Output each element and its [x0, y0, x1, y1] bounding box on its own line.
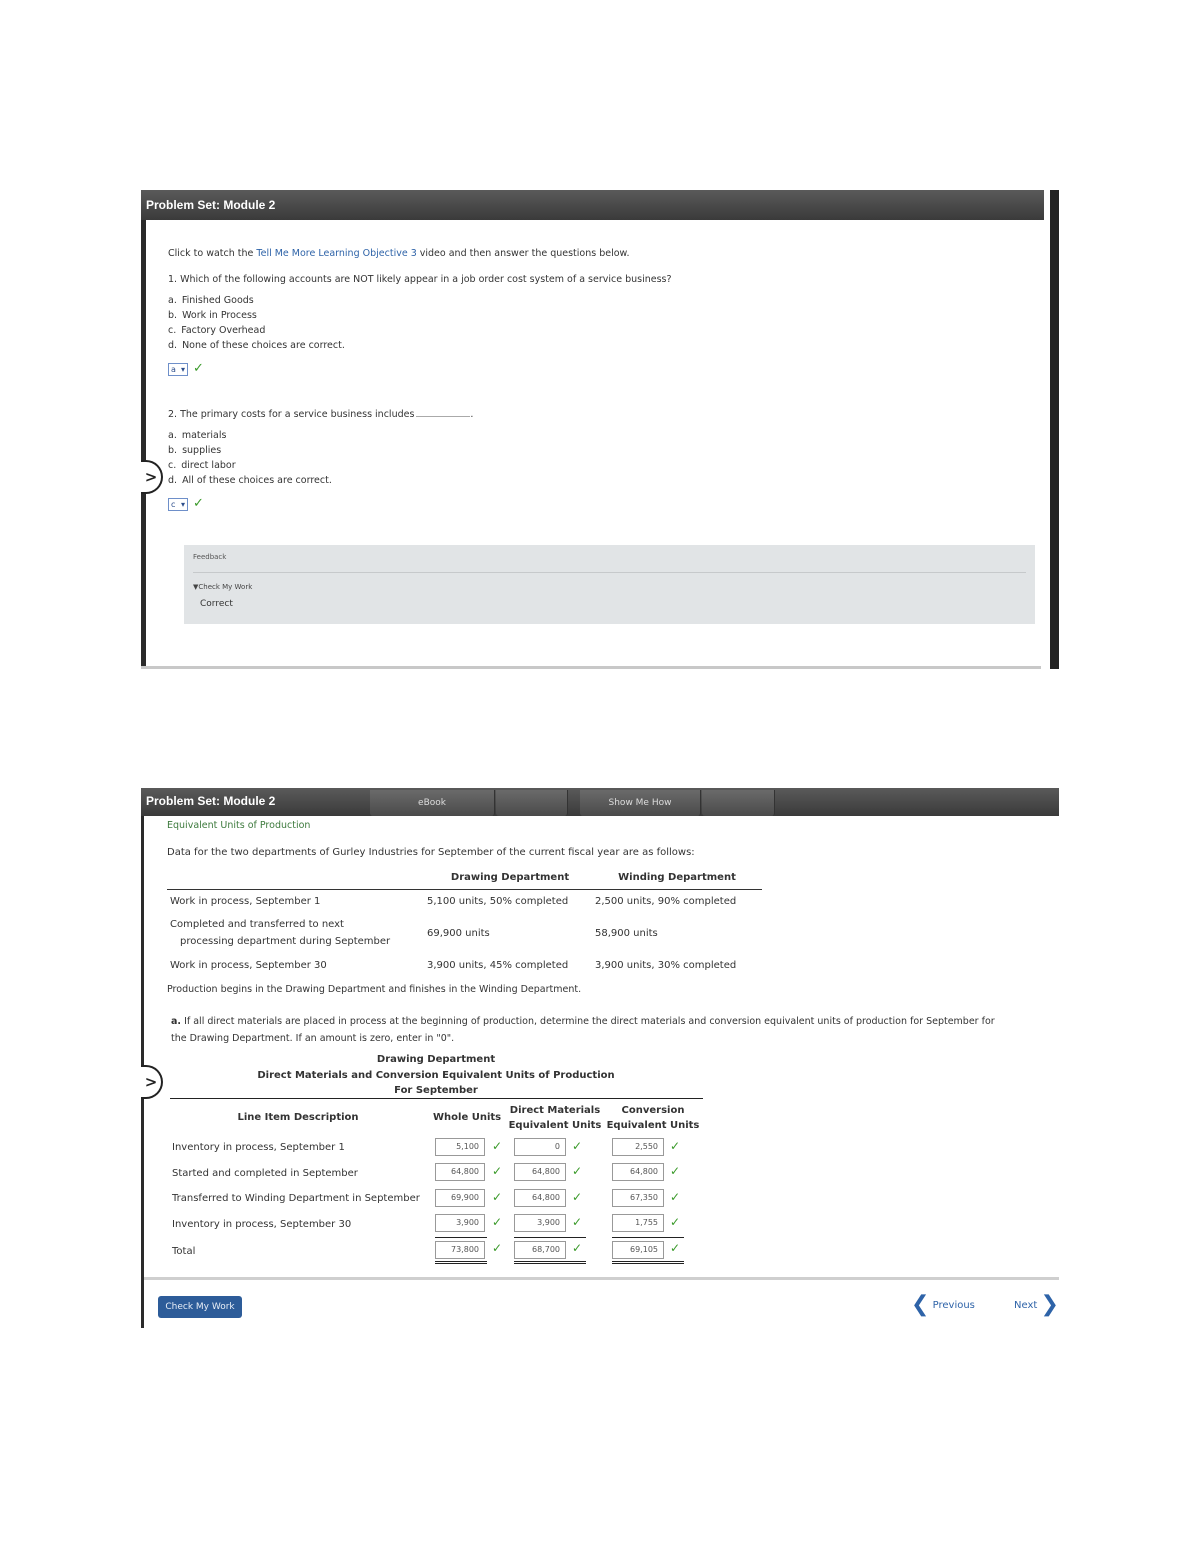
correct-check-icon: ✓ — [492, 1215, 503, 1229]
part-a-instruction — [171, 1016, 995, 1027]
q2-choice-c — [168, 460, 236, 471]
q1-choice-b — [168, 310, 257, 321]
q2-answer-select[interactable]: c ▾ — [168, 498, 188, 511]
data-row-label: Completed and transferred to next — [170, 919, 344, 930]
correct-check-icon: ✓ — [670, 1164, 681, 1178]
tab-ebook[interactable]: eBook — [370, 790, 495, 816]
whole-units-input[interactable]: 5,100 — [435, 1138, 485, 1156]
whole-units-input[interactable]: 3,900 — [435, 1214, 485, 1232]
col-line-item-description: Line Item Description — [237, 1112, 359, 1123]
intro-text — [168, 248, 629, 259]
panel-footer-divider — [144, 1277, 1059, 1280]
question-2-period: . — [470, 409, 474, 420]
dm-equivalent-units-input[interactable]: 3,900 — [514, 1214, 566, 1232]
schedule-subtitle: Direct Materials and Conversion Equivalent Units of Production — [257, 1070, 615, 1081]
schedule-row-label-total: Total — [172, 1246, 196, 1257]
panel-title: Problem Set: Module 2 — [141, 190, 1044, 220]
col-conversion: Conversion — [621, 1105, 685, 1116]
conversion-equivalent-units-input[interactable]: 67,350 — [612, 1189, 664, 1207]
question-1-text: 1. Which of the following accounts are NOT likely appear in a job order cost system of a service business? — [168, 274, 672, 285]
q2-choice-b — [168, 445, 221, 456]
data-row-winding: 2,500 units, 90% completed — [595, 896, 737, 907]
subtotal-rule — [612, 1237, 684, 1238]
correct-check-icon: ✓ — [670, 1139, 681, 1153]
conversion-equivalent-units-input[interactable]: 1,755 — [612, 1214, 664, 1232]
choice-letter: c. — [168, 325, 177, 336]
conversion-equivalent-units-input[interactable]: 64,800 — [612, 1163, 664, 1181]
data-row-drawing: 69,900 units — [427, 928, 490, 939]
q1-correct-check-icon: ✓ — [193, 361, 204, 376]
correct-check-icon: ✓ — [572, 1190, 583, 1204]
choice-text: supplies — [182, 445, 222, 456]
schedule-period: For September — [394, 1085, 478, 1096]
production-note: Production begins in the Drawing Department and finishes in the Winding Department. — [167, 984, 582, 995]
q1-choice-a — [168, 295, 254, 306]
choice-text: Finished Goods — [181, 295, 254, 306]
correct-check-icon: ✓ — [492, 1164, 503, 1178]
col-conversion-units: Equivalent Units — [606, 1120, 700, 1131]
schedule-row-label: Transferred to Winding Department in September — [172, 1193, 420, 1204]
total-double-rule — [612, 1261, 684, 1264]
data-intro: Data for the two departments of Gurley Industries for September of the current fiscal year are as follows: — [167, 847, 695, 858]
choice-letter: b. — [168, 310, 178, 321]
problem-panel-2 — [141, 788, 1059, 1328]
col-direct-materials-units: Equivalent Units — [508, 1120, 602, 1131]
panel-bottom-border — [141, 666, 1041, 669]
choice-text: direct labor — [181, 460, 236, 471]
dm-total-input[interactable]: 68,700 — [514, 1241, 566, 1259]
tab-blank-1[interactable] — [496, 790, 568, 816]
part-a-label: a. — [171, 1016, 182, 1027]
choice-text: None of these choices are correct. — [182, 340, 345, 351]
panel-left-border — [141, 190, 146, 669]
panel-right-border — [1044, 190, 1059, 669]
data-row-label-cont: processing department during September — [180, 936, 391, 947]
choice-letter: d. — [168, 475, 178, 486]
dm-equivalent-units-input[interactable]: 64,800 — [514, 1189, 566, 1207]
chevron-left-icon: ❮ — [911, 1292, 930, 1317]
q2-choice-a — [168, 430, 226, 441]
check-my-work-button[interactable]: Check My Work — [158, 1296, 242, 1318]
whole-units-input[interactable]: 64,800 — [435, 1163, 485, 1181]
choice-text: All of these choices are correct. — [182, 475, 332, 486]
choice-letter: c. — [168, 460, 177, 471]
choice-letter: a. — [168, 430, 177, 441]
schedule-row-label: Started and completed in September — [172, 1168, 358, 1179]
data-table-header-rule — [167, 889, 762, 890]
whole-units-input[interactable]: 69,900 — [435, 1189, 485, 1207]
correct-check-icon: ✓ — [670, 1241, 681, 1255]
conversion-total-input[interactable]: 69,105 — [612, 1241, 664, 1259]
tab-show-me-how[interactable]: Show Me How — [580, 790, 701, 816]
previous-button[interactable] — [911, 1294, 975, 1316]
subtotal-rule — [435, 1237, 487, 1238]
q2-correct-check-icon: ✓ — [193, 496, 204, 511]
previous-label: Previous — [932, 1300, 975, 1311]
choice-text: Factory Overhead — [181, 325, 266, 336]
dm-equivalent-units-input[interactable]: 64,800 — [514, 1163, 566, 1181]
chevron-right-icon: ❯ — [1040, 1292, 1059, 1317]
feedback-divider — [193, 572, 1026, 573]
correct-check-icon: ✓ — [572, 1241, 583, 1255]
q1-choice-d — [168, 340, 345, 351]
total-double-rule — [514, 1261, 586, 1264]
check-my-work-toggle[interactable]: ▼Check My Work — [193, 583, 253, 591]
data-row-winding: 3,900 units, 30% completed — [595, 960, 737, 971]
q2-choice-d — [168, 475, 332, 486]
q1-answer-select[interactable]: a ▾ — [168, 363, 188, 376]
correct-check-icon: ✓ — [670, 1215, 681, 1229]
learning-objective-video-link[interactable]: Tell Me More Learning Objective 3 — [256, 248, 417, 259]
data-row-drawing: 3,900 units, 45% completed — [427, 960, 569, 971]
correct-check-icon: ✓ — [492, 1241, 503, 1255]
col-direct-materials: Direct Materials — [509, 1105, 601, 1116]
expand-sidebar-arrow-icon[interactable]: > — [141, 1065, 163, 1099]
choice-letter: d. — [168, 340, 178, 351]
correct-check-icon: ✓ — [572, 1215, 583, 1229]
schedule-title: Drawing Department — [376, 1054, 496, 1065]
total-double-rule — [435, 1261, 487, 1264]
choice-letter: a. — [168, 295, 177, 306]
next-label: Next — [1014, 1300, 1038, 1311]
part-a-line-1: If all direct materials are placed in process at the beginning of production, determine the direct materials and conversion equivalent units of production for September for — [184, 1016, 995, 1027]
data-row-winding: 58,900 units — [595, 928, 658, 939]
choice-text: Work in Process — [182, 310, 257, 321]
next-button[interactable] — [1014, 1294, 1059, 1316]
tab-blank-2[interactable] — [702, 790, 775, 816]
schedule-row-label: Inventory in process, September 1 — [172, 1142, 345, 1153]
choice-letter: b. — [168, 445, 178, 456]
expand-sidebar-arrow-icon[interactable]: > — [141, 460, 163, 494]
answer-blank — [416, 416, 470, 417]
choice-text: materials — [181, 430, 227, 441]
question-2-stem: 2. The primary costs for a service business includes — [168, 409, 415, 420]
feedback-title: Feedback — [193, 553, 227, 561]
intro-prefix: Click to watch the — [168, 248, 257, 259]
col-whole-units: Whole Units — [433, 1112, 502, 1123]
correct-check-icon: ✓ — [670, 1190, 681, 1204]
data-row-label: Work in process, September 30 — [170, 960, 327, 971]
data-row-label: Work in process, September 1 — [170, 896, 321, 907]
intro-suffix: video and then answer the questions below. — [416, 248, 630, 259]
panel-left-border — [141, 788, 144, 1328]
correct-check-icon: ✓ — [572, 1164, 583, 1178]
question-2-text — [168, 409, 473, 420]
correct-check-icon: ✓ — [492, 1139, 503, 1153]
feedback-result: Correct — [200, 599, 233, 609]
part-a-instruction-cont: the Drawing Department. If an amount is zero, enter in "0". — [171, 1033, 455, 1044]
dm-equivalent-units-input[interactable]: 0 — [514, 1138, 566, 1156]
correct-check-icon: ✓ — [492, 1190, 503, 1204]
subtotal-rule — [514, 1237, 586, 1238]
header-drawing-department: Drawing Department — [450, 872, 570, 883]
whole-units-total-input[interactable]: 73,800 — [435, 1241, 485, 1259]
correct-check-icon: ✓ — [572, 1139, 583, 1153]
feedback-box — [184, 545, 1035, 624]
header-winding-department: Winding Department — [618, 872, 736, 883]
schedule-title-rule — [170, 1098, 703, 1099]
schedule-row-label: Inventory in process, September 30 — [172, 1219, 352, 1230]
q1-choice-c — [168, 325, 265, 336]
problem-panel-1 — [141, 190, 1059, 669]
conversion-equivalent-units-input[interactable]: 2,550 — [612, 1138, 664, 1156]
data-row-drawing: 5,100 units, 50% completed — [427, 896, 569, 907]
panel-title: Problem Set: Module 2 — [141, 788, 1059, 816]
section-title: Equivalent Units of Production — [167, 820, 311, 831]
